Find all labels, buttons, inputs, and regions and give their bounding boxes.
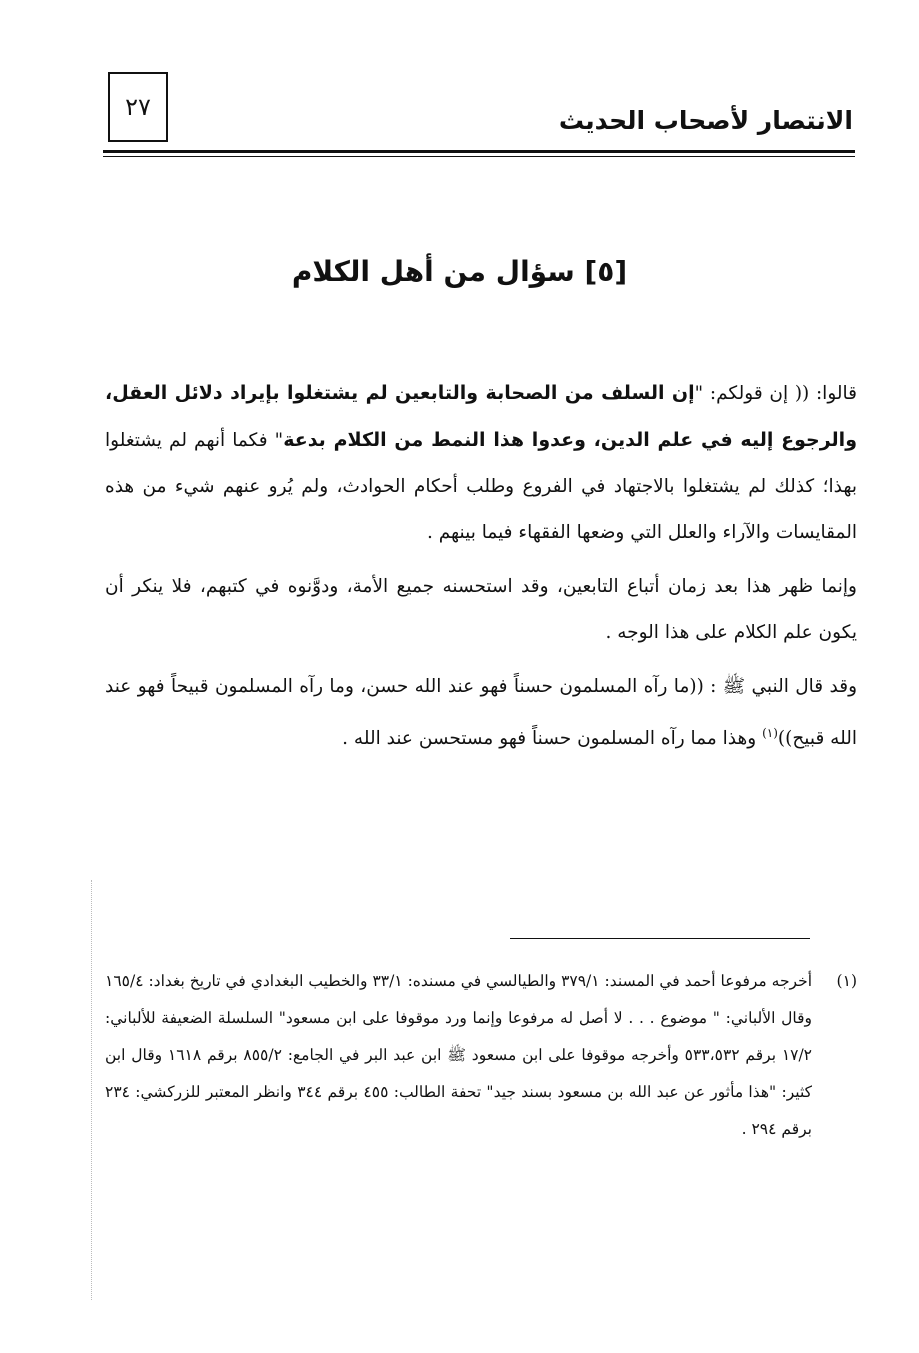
footnote-divider xyxy=(510,938,810,939)
paragraph-3-conclusion: وهذا مما رآه المسلمون حسناً فهو مستحسن عند الله . xyxy=(342,728,763,750)
running-title: الانتصار لأصحاب الحديث xyxy=(558,106,853,135)
paragraph-1 xyxy=(105,370,857,556)
header-divider-thin xyxy=(103,156,855,157)
footnote-text: أخرجه مرفوعا أحمد في المسند: ٣٧٩/١ والطيالسي في مسنده: ٣٣/١ والخطيب البغدادي في تاريخ بغداد: ١٦٥/٤ وقال الألباني: " موضوع . . . لا أصل له مرفوعا وإنما ورد موقوفا على ابن مسعود" السلسلة الضعيفة للألباني: ١٧/٢ برقم ٥٣٣،٥٣٢ وأخرجه موقوفا على ابن مسعود ﷺ ابن عبد البر في الجامع: ٨٥٥/٢ برقم ١٦١٨ وقال ابن كثير: "هذا مأثور عن عبد الله بن مسعود بسند جيد" تحفة الطالب: ٤٥٥ برقم ٣٤٤ وانظر المعتبر للزركشي: ٢٣٤ برقم ٢٩٤ . xyxy=(105,972,813,1138)
paragraph-1-intro: قالوا: (( إن قولكم: " xyxy=(694,383,857,404)
footnote-reference[interactable]: (١) xyxy=(762,726,778,740)
page-number xyxy=(108,72,168,142)
main-text xyxy=(105,370,857,770)
footnote xyxy=(105,963,857,1148)
footnote-marker: (١) xyxy=(836,972,857,990)
scan-margin-mark xyxy=(91,880,93,1300)
paragraph-3 xyxy=(105,664,857,762)
paragraph-2: وإنما ظهر هذا بعد زمان أتباع التابعين، وقد استحسنه جميع الأمة، ودوَّنوه في كتبهم، فلا ينكر أن يكون علم الكلام على هذا الوجه . xyxy=(105,576,857,643)
page-number-text: ٢٧ xyxy=(125,93,151,121)
chapter-title: [٥] سؤال من أهل الكلام xyxy=(291,255,628,288)
header-divider-thick xyxy=(103,150,855,153)
paragraph-1-rest: " فكما أنهم لم يشتغلوا بهذا؛ كذلك لم يشتغلوا بالاجتهاد في الفروع وطلب أحكام الحوادث، ولم يُرو عنهم شيء من هذه المقايسات والآراء والعلل التي وضعها الفقهاء فيما بينهم . xyxy=(105,430,857,543)
paragraph-1-quote: إن السلف من الصحابة والتابعين لم يشتغلوا بإيراد دلائل العقل، والرجوع إليه في علم الدين، وعدوا هذا النمط من الكلام بدعة xyxy=(105,382,857,451)
paragraph-3-hadith: وقد قال النبي ﷺ : ((ما رآه المسلمون حسناً فهو عند الله حسن، وما رآه المسلمون قبيحاً فهو عند الله قبيح)) xyxy=(105,676,857,750)
